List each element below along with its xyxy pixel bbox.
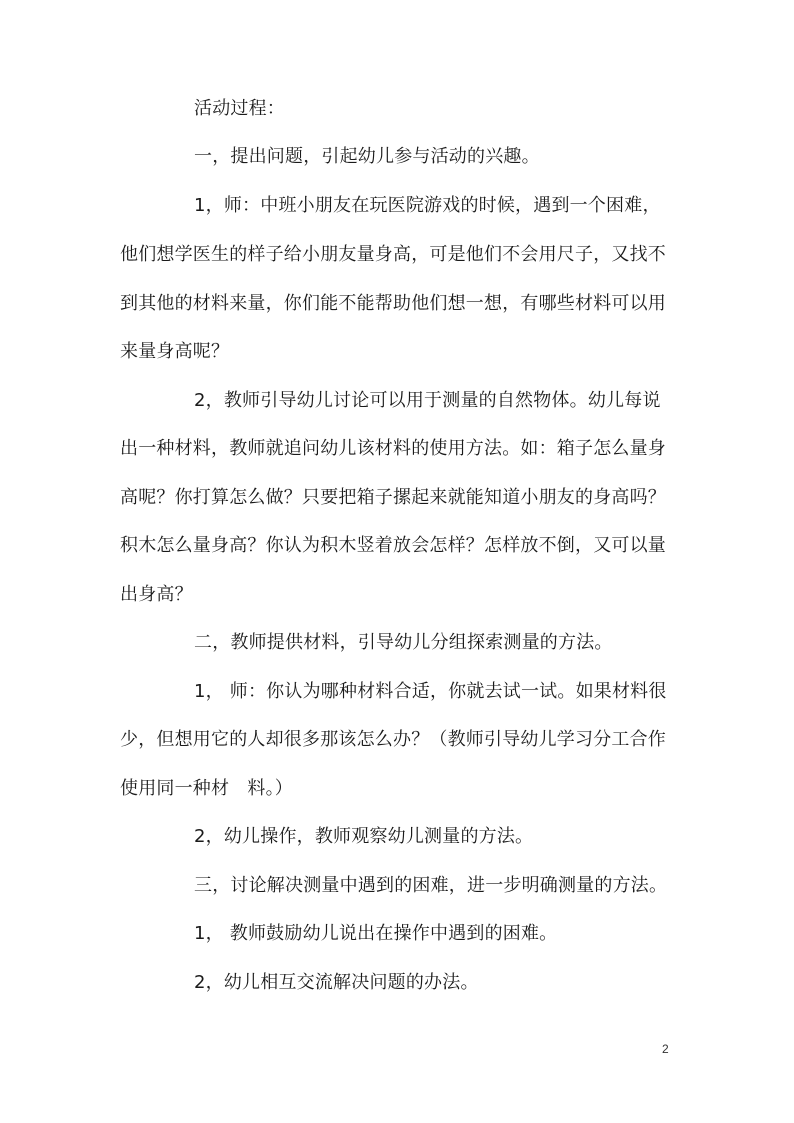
- text-line: 他们想学医生的样子给小朋友量身高，可是他们不会用尺子，又找不: [120, 244, 666, 265]
- text-line: 出身高？: [120, 584, 193, 605]
- text-line: 一，提出问题，引起幼儿参与活动的兴趣。: [194, 146, 540, 167]
- page-number: 2: [662, 1042, 669, 1056]
- text-line: 2，幼儿相互交流解决问题的办法。: [194, 972, 479, 993]
- text-line: 2，教师引导幼儿讨论可以用于测量的自然物体。幼儿每说: [194, 390, 661, 411]
- text-line: 少，但想用它的人却很多那该怎么办？（教师引导幼儿学习分工合作: [120, 729, 666, 750]
- text-line: 积木怎么量身高？你认为积木竖着放会怎样？怎样放不倒，又可以量: [120, 535, 666, 556]
- text-line: 到其他的材料来量，你们能不能帮助他们想一想，有哪些材料可以用: [120, 293, 666, 314]
- text-line: 1，师：中班小朋友在玩医院游戏的时候，遇到一个困难，: [194, 195, 661, 216]
- text-line: 2，幼儿操作，教师观察幼儿测量的方法。: [194, 826, 534, 847]
- text-line: 二，教师提供材料，引导幼儿分组探索测量的方法。: [194, 632, 613, 653]
- text-line: 高呢？你打算怎么做？只要把箱子摞起来就能知道小朋友的身高吗？: [120, 487, 666, 508]
- text-line: 三，讨论解决测量中遇到的困难，进一步明确测量的方法。: [194, 875, 668, 896]
- text-line: 来量身高呢？: [120, 341, 230, 362]
- text-line: 出一种材料，教师就追问幼儿该材料的使用方法。如：箱子怎么量身: [120, 438, 666, 459]
- text-line: 活动过程：: [194, 98, 285, 119]
- text-line: 1， 教师鼓励幼儿说出在操作中遇到的困难。: [194, 923, 558, 944]
- text-line: 使用同一种材 料。）: [120, 778, 293, 799]
- text-line: 1， 师：你认为哪种材料合适，你就去试一试。如果材料很: [194, 681, 667, 702]
